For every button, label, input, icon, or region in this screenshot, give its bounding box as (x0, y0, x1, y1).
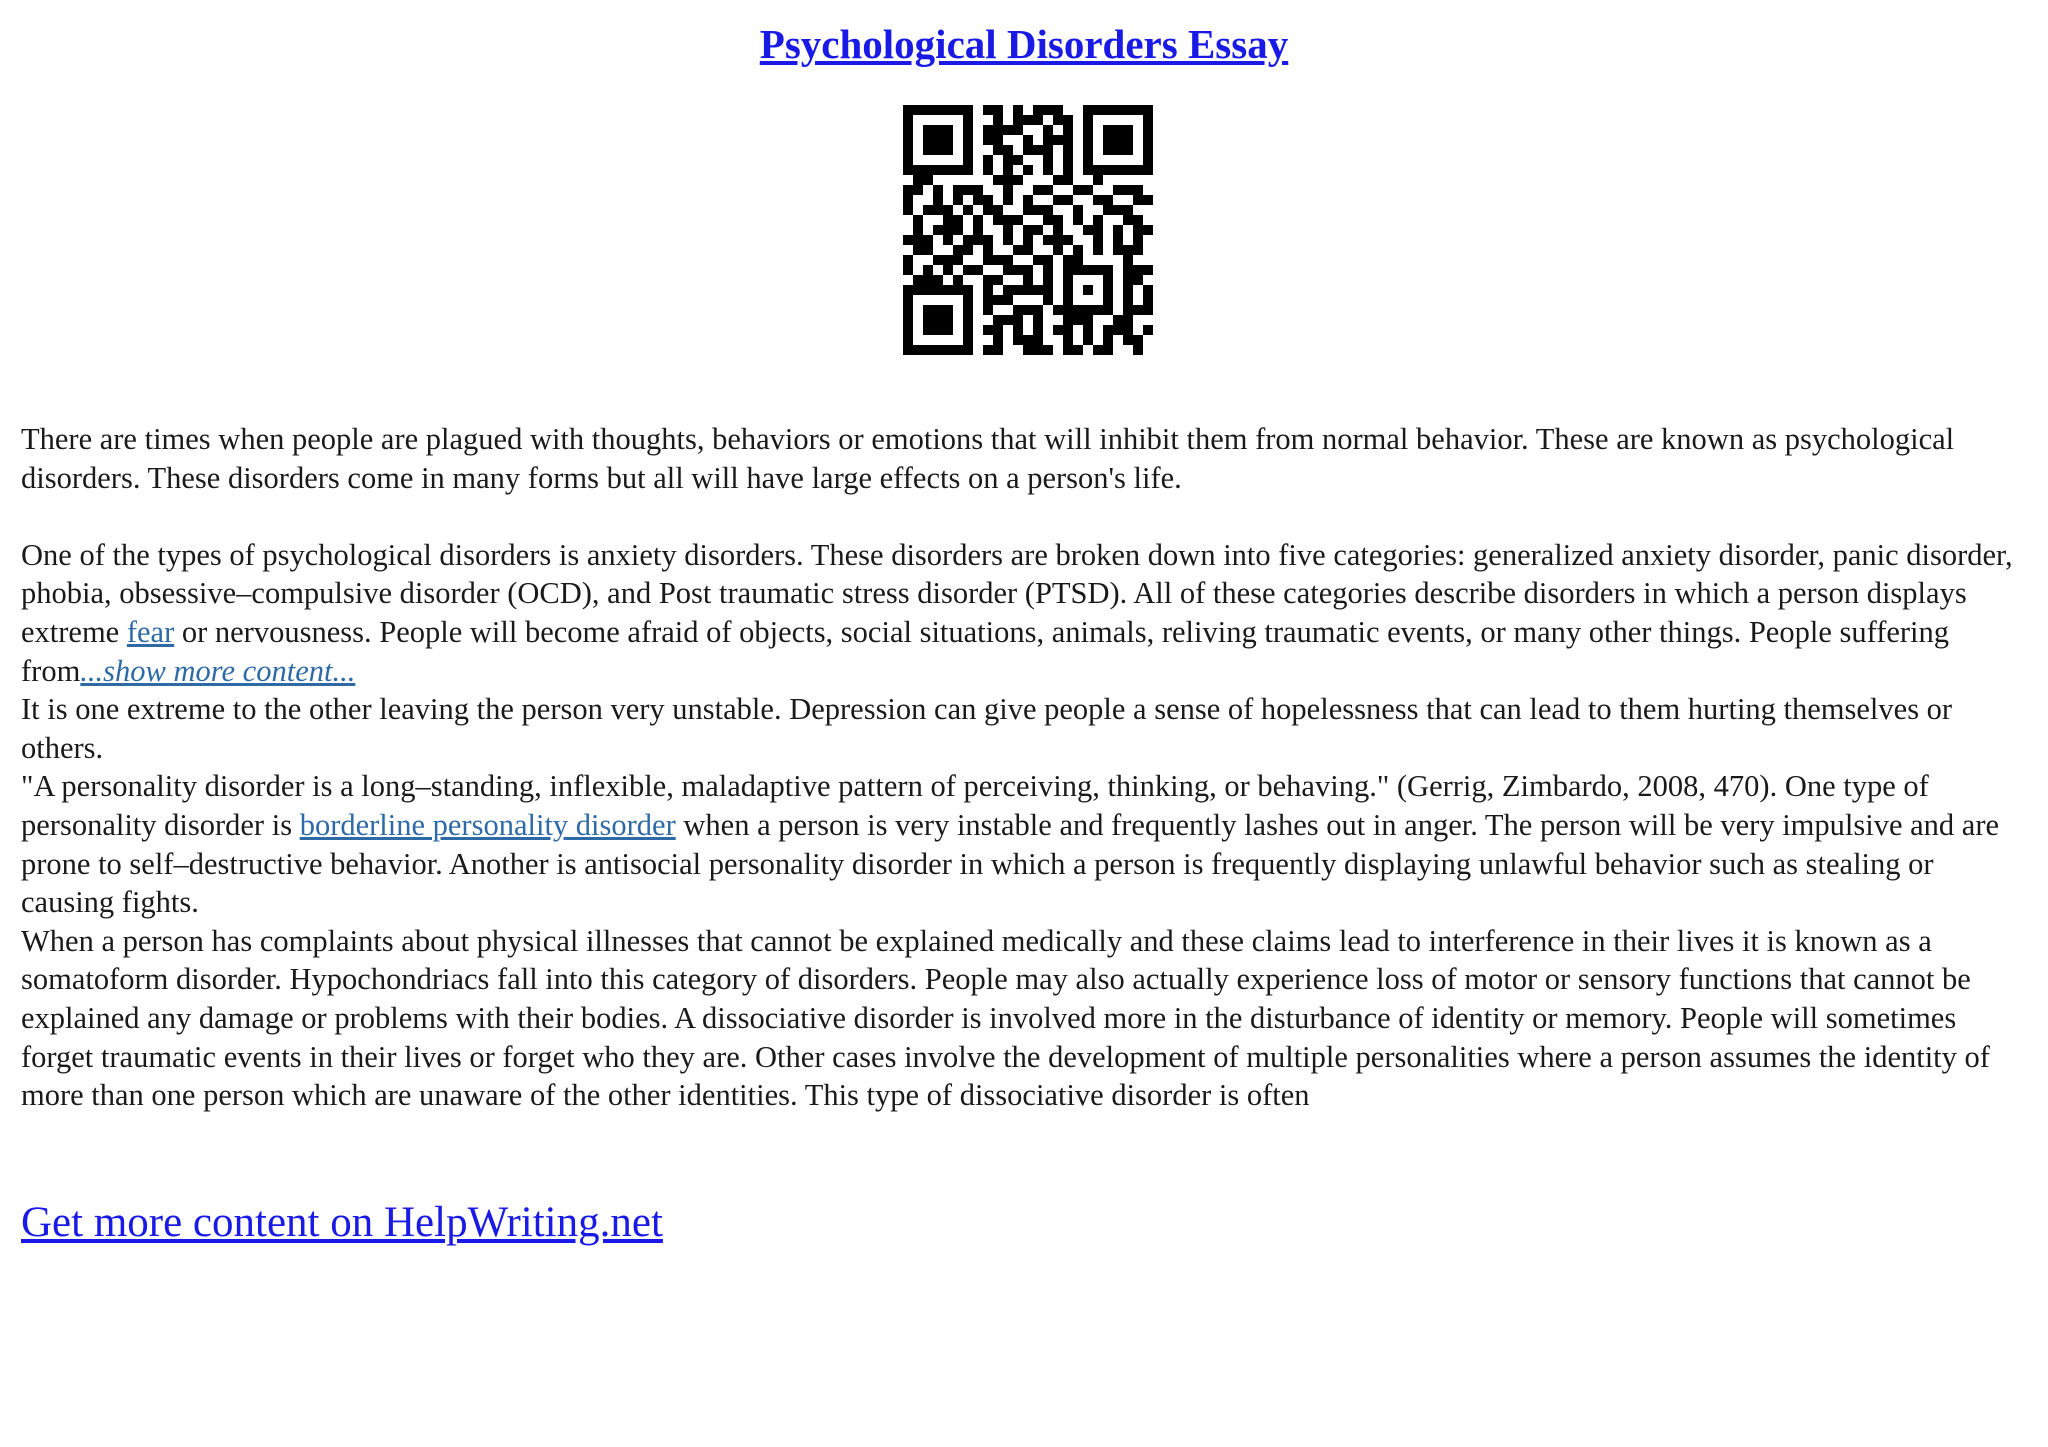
fear-link[interactable]: fear (126, 614, 175, 649)
page-title-container (0, 18, 2048, 70)
get-more-content-link[interactable]: Get more content on HelpWriting.net (21, 1199, 663, 1246)
paragraph-intro: There are times when people are plagued with thoughts, behaviors or emotions that will inhibit them from normal behavior. These are known as psychological disorders. These disorders come in many forms but all will have large effects on a person's life. (21, 422, 1955, 495)
cta-container (21, 1196, 663, 1250)
paragraph-anxiety-text-b: or nervousness. People will become afraid of objects, social situations, animals, reliving traumatic events, or many other things. People suffering from (21, 614, 1950, 688)
qr-code-image (903, 105, 1153, 355)
paragraph-anxiety-text-a: One of the types of psychological disorders is anxiety disorders. These disorders are broken down into five categories: generalized anxiety disorder, panic disorder, phobia, obsessive–compulsive disorder (OCD), and Post traumatic stress disorder (PTSD). All of these categories describe disorders in which a person displays extreme (21, 537, 2013, 649)
show-more-link[interactable]: ...show more content... (80, 653, 356, 688)
page-title-link[interactable]: Psychological Disorders Essay (759, 21, 1289, 67)
paragraph-depression: It is one extreme to the other leaving the person very unstable. Depression can give people a sense of hopelessness that can lead to them hurting themselves or others. (21, 692, 1953, 765)
paragraph-anxiety (21, 536, 2031, 690)
essay-body (21, 420, 2031, 1115)
borderline-personality-disorder-link[interactable]: borderline personality disorder (299, 807, 676, 842)
paragraph-somatoform: When a person has complaints about physical illnesses that cannot be explained medically and these claims lead to interference in their lives it is known as a somatoform disorder. Hypochondriacs fall into this category of disorders. People may also actually experience loss of motor or sensory functions that cannot be explained any damage or problems with their bodies. A dissociative disorder is involved more in the disturbance of identity or memory. People will sometimes forget traumatic events in their lives or forget who they are. Other cases involve the development of multiple personalities where a person assumes the identity of more than one person which are unaware of the other identities. This type of dissociative disorder is often (21, 923, 1990, 1113)
paragraph-personality (21, 767, 2031, 921)
paragraph-personality-text-a: "A personality disorder is a long–standing, inflexible, maladaptive pattern of perceiving, thinking, or behaving." (Gerrig, Zimbardo, 2008, 470). One type of personality disorder is (21, 769, 1929, 842)
paragraph-personality-text-b: when a person is very instable and frequently lashes out in anger. The person will be very impulsive and are prone to self–destructive behavior. Another is antisocial personality disorder in which a person is frequently displaying unlawful behavior such as stealing or causing fights. (21, 807, 2000, 920)
